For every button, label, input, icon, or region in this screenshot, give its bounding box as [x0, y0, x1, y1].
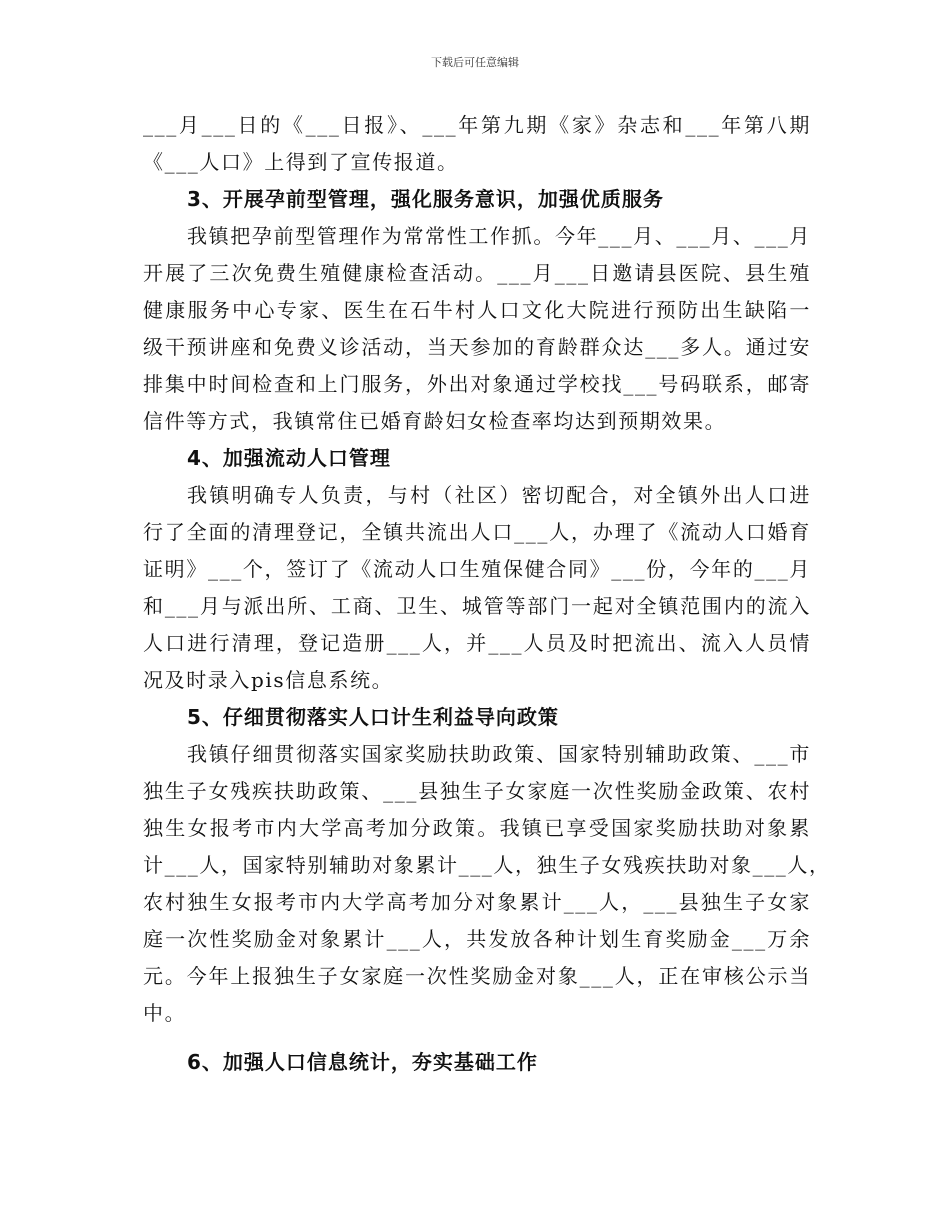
text-line: 庭一次性奖励金对象累计___人，共发放各种计划生育奖励金___万余: [143, 927, 811, 951]
text-line: 证明》___个，签订了《流动人口生殖保健合同》___份，今年的___月: [143, 557, 811, 581]
header-note: 下载后可任意编辑: [431, 56, 519, 69]
text-line: 计___人，国家特别辅助对象累计___人，独生子女残疾扶助对象___人，: [143, 853, 831, 877]
text-line: 信件等方式，我镇常住已婚育龄妇女检查率均达到预期效果。: [143, 409, 727, 433]
text-line: 中。: [143, 1001, 187, 1025]
text-line: 我镇明确专人负责，与村（社区）密切配合，对全镇外出人口进: [187, 483, 811, 507]
text-line: 和___月与派出所、工商、卫生、城管等部门一起对全镇范围内的流入: [143, 594, 811, 618]
text-line: 农村独生女报考市内大学高考加分对象累计___人，___县独生子女家: [143, 890, 811, 914]
text-line: 我镇仔细贯彻落实国家奖励扶助政策、国家特别辅助政策、___市: [187, 742, 811, 766]
paragraph-gap: [143, 1032, 811, 1044]
text-line: 况及时录入pis信息系统。: [143, 668, 394, 692]
text-line: 级干预讲座和免费义诊活动，当天参加的育龄群众达___多人。通过安: [143, 335, 811, 359]
text-line: 独生女报考市内大学高考加分政策。我镇已享受国家奖励扶助对象累: [143, 816, 811, 840]
section-heading-4: 4、加强流动人口管理: [187, 446, 391, 470]
text-line: 独生子女残疾扶助政策、___县独生子女家庭一次性奖励金政策、农村: [143, 779, 811, 803]
section-heading-6: 6、加强人口信息统计，夯实基础工作: [187, 1050, 538, 1074]
text-line: 开展了三次免费生殖健康检查活动。___月___日邀请县医院、县生殖: [143, 261, 811, 285]
text-line: ___月___日的《___日报》、___年第九期《家》杂志和___年第八期: [143, 113, 811, 137]
text-line: 人口进行清理，登记造册___人，并___人员及时把流出、流入人员情: [143, 631, 811, 655]
text-line: 行了全面的清理登记，全镇共流出人口___人，办理了《流动人口婚育: [143, 520, 811, 544]
document-body: [143, 107, 831, 1081]
text-line: 健康服务中心专家、医生在石牛村人口文化大院进行预防出生缺陷一: [143, 298, 811, 322]
section-heading-5: 5、仔细贯彻落实人口计生利益导向政策: [187, 705, 559, 729]
text-line: 排集中时间检查和上门服务，外出对象通过学校找___号码联系，邮寄: [143, 372, 811, 396]
section-heading-3: 3、开展孕前型管理，强化服务意识，加强优质服务: [187, 187, 664, 211]
text-line: 元。今年上报独生子女家庭一次性奖励金对象___人，正在审核公示当: [143, 964, 811, 988]
text-line: 我镇把孕前型管理作为常常性工作抓。今年___月、___月、___月: [187, 224, 811, 248]
text-line: 《___人口》上得到了宣传报道。: [143, 150, 459, 174]
